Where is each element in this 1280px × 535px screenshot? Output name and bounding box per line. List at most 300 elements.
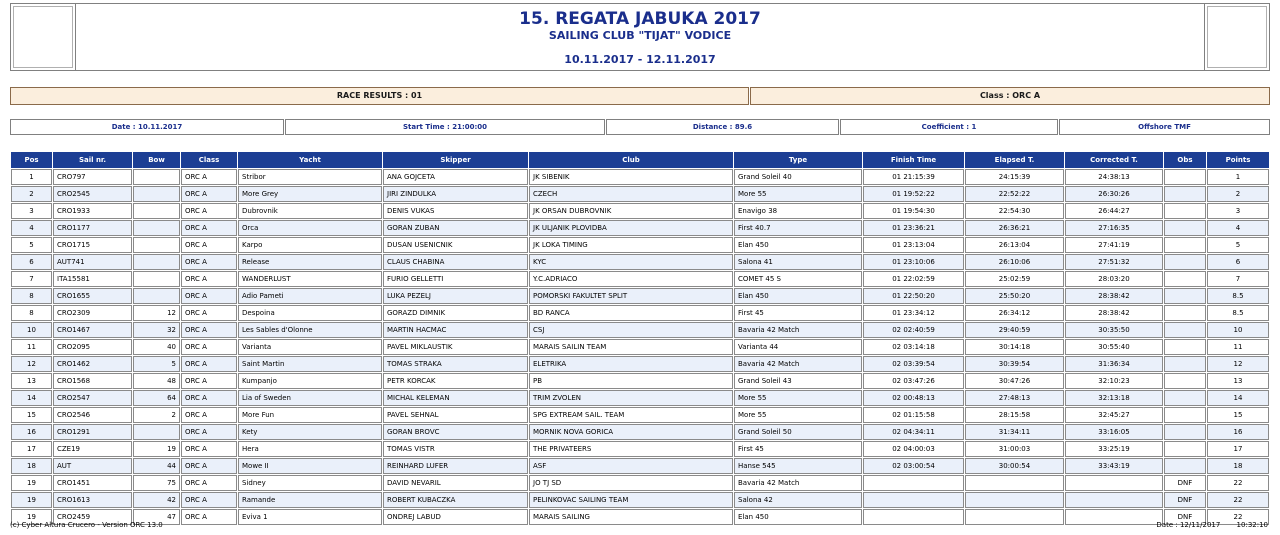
results-body [11, 169, 1269, 525]
cell-obs [1164, 288, 1206, 304]
cell-sail-nr: CRO2309 [53, 305, 132, 321]
cell-points: 8.5 [1207, 305, 1269, 321]
cell-yacht: Eviva 1 [238, 509, 382, 525]
cell-corrected-time: 27:51:32 [1065, 254, 1163, 270]
cell-class: ORC A [181, 407, 237, 423]
header-right-logo-box [1204, 4, 1269, 70]
cell-pos: 4 [11, 220, 52, 236]
cell-obs [1164, 237, 1206, 253]
cell-class: ORC A [181, 509, 237, 525]
table-row [11, 492, 1269, 508]
cell-elapsed-time: 30:00:54 [965, 458, 1064, 474]
cell-yacht: Kety [238, 424, 382, 440]
cell-skipper: ONDREJ LABUD [383, 509, 528, 525]
coefficient: Coefficient : 1 [840, 119, 1058, 135]
cell-obs: DNF [1164, 492, 1206, 508]
cell-points: 12 [1207, 356, 1269, 372]
cell-sail-nr: CRO1467 [53, 322, 132, 338]
cell-pos: 18 [11, 458, 52, 474]
cell-yacht: WANDERLUST [238, 271, 382, 287]
distance: Distance : 89.6 [606, 119, 839, 135]
cell-sail-nr: CRO2095 [53, 339, 132, 355]
cell-pos: 10 [11, 322, 52, 338]
cell-yacht: Mowe II [238, 458, 382, 474]
cell-points: 10 [1207, 322, 1269, 338]
cell-type: Bavaria 42 Match [734, 356, 862, 372]
cell-skipper: GORAN ZUBAN [383, 220, 528, 236]
cell-sail-nr: CRO797 [53, 169, 132, 185]
cell-pos: 3 [11, 203, 52, 219]
cell-finish-time: 01 23:13:04 [863, 237, 964, 253]
cell-points: 11 [1207, 339, 1269, 355]
cell-skipper: TOMAS VISTR [383, 441, 528, 457]
table-row [11, 220, 1269, 236]
cell-finish-time: 01 22:02:59 [863, 271, 964, 287]
cell-obs [1164, 339, 1206, 355]
cell-type: More 55 [734, 390, 862, 406]
cell-elapsed-time: 22:52:22 [965, 186, 1064, 202]
cell-elapsed-time: 30:47:26 [965, 373, 1064, 389]
cell-points: 1 [1207, 169, 1269, 185]
cell-bow: 44 [133, 458, 180, 474]
cell-type: Enavigo 38 [734, 203, 862, 219]
cell-corrected-time: 28:03:20 [1065, 271, 1163, 287]
cell-obs [1164, 271, 1206, 287]
cell-yacht: Kumpanjo [238, 373, 382, 389]
cell-class: ORC A [181, 288, 237, 304]
header-center [75, 4, 1205, 70]
cell-sail-nr: CRO1568 [53, 373, 132, 389]
column-header-yacht: Yacht [238, 152, 382, 168]
table-row [11, 424, 1269, 440]
cell-type: First 45 [734, 441, 862, 457]
print-date: Date : 12/11/2017 [1156, 521, 1221, 529]
cell-type: Elan 450 [734, 509, 862, 525]
cell-bow: 64 [133, 390, 180, 406]
cell-sail-nr: AUT741 [53, 254, 132, 270]
cell-points: 14 [1207, 390, 1269, 406]
cell-class: ORC A [181, 186, 237, 202]
cell-skipper: PETR KORCAK [383, 373, 528, 389]
cell-yacht: More Grey [238, 186, 382, 202]
cell-pos: 6 [11, 254, 52, 270]
cell-club: POMORSKI FAKULTET SPLIT [529, 288, 733, 304]
cell-elapsed-time: 29:40:59 [965, 322, 1064, 338]
cell-sail-nr: ITA15581 [53, 271, 132, 287]
cell-finish-time: 01 23:10:06 [863, 254, 964, 270]
cell-yacht: Karpo [238, 237, 382, 253]
cell-bow [133, 186, 180, 202]
cell-bow [133, 169, 180, 185]
cell-club: JK LOKA TIMING [529, 237, 733, 253]
cell-bow [133, 271, 180, 287]
cell-points: 7 [1207, 271, 1269, 287]
cell-class: ORC A [181, 458, 237, 474]
software-credit: (c) Cyber Altura Crucero - Version ORC 13.0 [10, 521, 163, 529]
cell-sail-nr: CRO1177 [53, 220, 132, 236]
cell-points: 18 [1207, 458, 1269, 474]
cell-points: 4 [1207, 220, 1269, 236]
cell-class: ORC A [181, 203, 237, 219]
table-row [11, 458, 1269, 474]
table-row [11, 441, 1269, 457]
cell-skipper: DENIS VUKAS [383, 203, 528, 219]
cell-type: First 45 [734, 305, 862, 321]
cell-club: KYC [529, 254, 733, 270]
cell-bow: 32 [133, 322, 180, 338]
cell-type: COMET 45 S [734, 271, 862, 287]
cell-finish-time: 02 03:39:54 [863, 356, 964, 372]
cell-skipper: PAVEL SEHNAL [383, 407, 528, 423]
cell-elapsed-time: 26:10:06 [965, 254, 1064, 270]
cell-type: Grand Soleil 50 [734, 424, 862, 440]
cell-pos: 13 [11, 373, 52, 389]
cell-finish-time: 01 19:54:30 [863, 203, 964, 219]
cell-sail-nr: CRO1655 [53, 288, 132, 304]
race-date: Date : 10.11.2017 [10, 119, 284, 135]
cell-yacht: Ramande [238, 492, 382, 508]
cell-pos: 19 [11, 492, 52, 508]
cell-pos: 5 [11, 237, 52, 253]
cell-type: More 55 [734, 407, 862, 423]
cell-class: ORC A [181, 424, 237, 440]
cell-skipper: MARTIN HACMAC [383, 322, 528, 338]
cell-club: CZECH [529, 186, 733, 202]
cell-bow [133, 220, 180, 236]
regatta-dates: 10.11.2017 - 12.11.2017 [564, 53, 716, 66]
cell-type: Grand Soleil 40 [734, 169, 862, 185]
cell-bow: 75 [133, 475, 180, 491]
cell-bow [133, 424, 180, 440]
cell-obs [1164, 203, 1206, 219]
cell-corrected-time: 30:35:50 [1065, 322, 1163, 338]
cell-sail-nr: CRO2546 [53, 407, 132, 423]
table-row [11, 373, 1269, 389]
cell-obs [1164, 322, 1206, 338]
cell-finish-time [863, 475, 964, 491]
cell-pos: 11 [11, 339, 52, 355]
cell-obs [1164, 441, 1206, 457]
cell-pos: 2 [11, 186, 52, 202]
cell-points: 6 [1207, 254, 1269, 270]
print-time: 10:32:10 [1236, 521, 1268, 529]
report-header [10, 3, 1270, 71]
cell-class: ORC A [181, 271, 237, 287]
cell-sail-nr: AUT [53, 458, 132, 474]
cell-sail-nr: CRO1715 [53, 237, 132, 253]
column-header-obs: Obs [1164, 152, 1206, 168]
cell-pos: 7 [11, 271, 52, 287]
cell-corrected-time [1065, 475, 1163, 491]
cell-yacht: Adio Pameti [238, 288, 382, 304]
cell-elapsed-time: 24:15:39 [965, 169, 1064, 185]
cell-points: 5 [1207, 237, 1269, 253]
cell-class: ORC A [181, 339, 237, 355]
cell-skipper: REINHARD LUFER [383, 458, 528, 474]
table-row [11, 356, 1269, 372]
cell-obs [1164, 424, 1206, 440]
column-header-skipper: Skipper [383, 152, 528, 168]
table-row [11, 169, 1269, 185]
cell-class: ORC A [181, 441, 237, 457]
cell-finish-time: 02 03:14:18 [863, 339, 964, 355]
cell-sail-nr: CRO1933 [53, 203, 132, 219]
table-row [11, 237, 1269, 253]
race-info-bar [10, 119, 1270, 135]
cell-class: ORC A [181, 237, 237, 253]
cell-corrected-time: 32:13:18 [1065, 390, 1163, 406]
cell-skipper: ROBERT KUBACZKA [383, 492, 528, 508]
cell-obs [1164, 254, 1206, 270]
cell-finish-time: 02 04:34:11 [863, 424, 964, 440]
cell-finish-time: 01 23:36:21 [863, 220, 964, 236]
cell-corrected-time: 26:44:27 [1065, 203, 1163, 219]
cell-club: MARAIS SAILING [529, 509, 733, 525]
cell-club: JK ORSAN DUBROVNIK [529, 203, 733, 219]
print-timestamp [1142, 521, 1268, 529]
cell-club: JO TJ SD [529, 475, 733, 491]
cell-class: ORC A [181, 475, 237, 491]
column-header-bow: Bow [133, 152, 180, 168]
cell-pos: 8 [11, 305, 52, 321]
cell-skipper: DUSAN USENICNIK [383, 237, 528, 253]
cell-finish-time: 01 19:52:22 [863, 186, 964, 202]
cell-bow [133, 237, 180, 253]
class-label: Class : ORC A [750, 87, 1270, 105]
cell-club: PELINKOVAC SAILING TEAM [529, 492, 733, 508]
cell-class: ORC A [181, 492, 237, 508]
cell-pos: 19 [11, 475, 52, 491]
table-row [11, 407, 1269, 423]
cell-finish-time: 01 21:15:39 [863, 169, 964, 185]
cell-pos: 12 [11, 356, 52, 372]
cell-corrected-time: 27:16:35 [1065, 220, 1163, 236]
cell-pos: 14 [11, 390, 52, 406]
cell-club: ASF [529, 458, 733, 474]
table-row [11, 254, 1269, 270]
table-row [11, 475, 1269, 491]
cell-club: JK ULJANIK PLOVIDBA [529, 220, 733, 236]
cell-sail-nr: CRO2547 [53, 390, 132, 406]
cell-obs [1164, 356, 1206, 372]
cell-finish-time: 02 02:40:59 [863, 322, 964, 338]
column-header-pos: Pos [11, 152, 52, 168]
table-row [11, 509, 1269, 525]
cell-yacht: Stribor [238, 169, 382, 185]
cell-sail-nr: CRO1462 [53, 356, 132, 372]
cell-pos: 1 [11, 169, 52, 185]
cell-obs [1164, 407, 1206, 423]
cell-class: ORC A [181, 390, 237, 406]
race-results-label: RACE RESULTS : 01 [10, 87, 749, 105]
table-row [11, 339, 1269, 355]
cell-type: More 55 [734, 186, 862, 202]
cell-skipper: GORAN BROVC [383, 424, 528, 440]
cell-corrected-time: 27:41:19 [1065, 237, 1163, 253]
cell-type: Salona 41 [734, 254, 862, 270]
cell-type: Bavaria 42 Match [734, 475, 862, 491]
cell-points: 15 [1207, 407, 1269, 423]
cell-finish-time: 02 04:00:03 [863, 441, 964, 457]
cell-pos: 19 [11, 509, 52, 525]
cell-finish-time: 02 03:47:26 [863, 373, 964, 389]
cell-points: 22 [1207, 475, 1269, 491]
cell-skipper: TOMAS STRAKA [383, 356, 528, 372]
table-row [11, 390, 1269, 406]
regatta-title: 15. REGATA JABUKA 2017 [519, 9, 761, 29]
cell-yacht: Les Sables d'Olonne [238, 322, 382, 338]
cell-obs [1164, 305, 1206, 321]
cell-yacht: Varianta [238, 339, 382, 355]
cell-finish-time [863, 509, 964, 525]
cell-elapsed-time: 26:13:04 [965, 237, 1064, 253]
cell-elapsed-time: 30:39:54 [965, 356, 1064, 372]
cell-yacht: Saint Martin [238, 356, 382, 372]
cell-club: JK SIBENIK [529, 169, 733, 185]
cell-type: Salona 42 [734, 492, 862, 508]
table-row [11, 305, 1269, 321]
cell-corrected-time: 31:36:34 [1065, 356, 1163, 372]
table-row [11, 271, 1269, 287]
cell-bow [133, 288, 180, 304]
cell-points: 16 [1207, 424, 1269, 440]
column-header-type: Type [734, 152, 862, 168]
column-header-finish-time: Finish Time [863, 152, 964, 168]
cell-pos: 8 [11, 288, 52, 304]
cell-skipper: MICHAL KELEMAN [383, 390, 528, 406]
cell-obs: DNF [1164, 475, 1206, 491]
cell-type: Elan 450 [734, 237, 862, 253]
cell-club: MARAIS SAILIN TEAM [529, 339, 733, 355]
cell-points: 3 [1207, 203, 1269, 219]
cell-class: ORC A [181, 220, 237, 236]
cell-obs: DNF [1164, 509, 1206, 525]
cell-skipper: CLAUS CHABINA [383, 254, 528, 270]
cell-class: ORC A [181, 373, 237, 389]
club-subtitle: SAILING CLUB "TIJAT" VODICE [548, 29, 732, 42]
cell-club: SPG EXTREAM SAIL. TEAM [529, 407, 733, 423]
cell-elapsed-time [965, 475, 1064, 491]
cell-club: ELETRIKA [529, 356, 733, 372]
table-row [11, 322, 1269, 338]
cell-sail-nr: CRO2545 [53, 186, 132, 202]
cell-elapsed-time: 25:02:59 [965, 271, 1064, 287]
cell-bow: 40 [133, 339, 180, 355]
cell-type: Hanse 545 [734, 458, 862, 474]
cell-sail-nr: CRO2459 [53, 509, 132, 525]
cell-bow: 47 [133, 509, 180, 525]
cell-type: Varianta 44 [734, 339, 862, 355]
cell-bow: 12 [133, 305, 180, 321]
cell-points: 13 [1207, 373, 1269, 389]
cell-elapsed-time: 31:34:11 [965, 424, 1064, 440]
cell-type: Bavaria 42 Match [734, 322, 862, 338]
cell-obs [1164, 186, 1206, 202]
cell-elapsed-time: 31:00:03 [965, 441, 1064, 457]
cell-points: 22 [1207, 492, 1269, 508]
cell-finish-time: 02 00:48:13 [863, 390, 964, 406]
cell-club: THE PRIVATEERS [529, 441, 733, 457]
header-left-logo-box [11, 4, 76, 70]
table-row [11, 288, 1269, 304]
cell-bow: 2 [133, 407, 180, 423]
cell-skipper: DAVID NEVARIL [383, 475, 528, 491]
cell-yacht: Despoina [238, 305, 382, 321]
cell-skipper: ANA GOJCETA [383, 169, 528, 185]
cell-elapsed-time [965, 509, 1064, 525]
cell-finish-time: 01 23:34:12 [863, 305, 964, 321]
cell-bow: 48 [133, 373, 180, 389]
start-time: Start Time : 21:00:00 [285, 119, 605, 135]
cell-yacht: Dubrovnik [238, 203, 382, 219]
cell-class: ORC A [181, 356, 237, 372]
cell-skipper: JIRI ZINDULKA [383, 186, 528, 202]
cell-sail-nr: CRO1451 [53, 475, 132, 491]
cell-obs [1164, 373, 1206, 389]
cell-yacht: Orca [238, 220, 382, 236]
race-bar [10, 87, 1270, 105]
cell-elapsed-time: 30:14:18 [965, 339, 1064, 355]
cell-obs [1164, 220, 1206, 236]
cell-obs [1164, 169, 1206, 185]
cell-yacht: Sidney [238, 475, 382, 491]
cell-finish-time: 02 03:00:54 [863, 458, 964, 474]
cell-finish-time: 01 22:50:20 [863, 288, 964, 304]
cell-skipper: PAVEL MIKLAUSTIK [383, 339, 528, 355]
cell-elapsed-time: 26:36:21 [965, 220, 1064, 236]
cell-elapsed-time: 25:50:20 [965, 288, 1064, 304]
cell-corrected-time: 32:10:23 [1065, 373, 1163, 389]
cell-corrected-time: 33:25:19 [1065, 441, 1163, 457]
cell-skipper: FURIO GELLETTI [383, 271, 528, 287]
cell-sail-nr: CRO1291 [53, 424, 132, 440]
cell-corrected-time: 33:16:05 [1065, 424, 1163, 440]
cell-type: Grand Soleil 43 [734, 373, 862, 389]
cell-elapsed-time: 26:34:12 [965, 305, 1064, 321]
cell-bow [133, 254, 180, 270]
cell-club: PB [529, 373, 733, 389]
cell-pos: 16 [11, 424, 52, 440]
cell-pos: 17 [11, 441, 52, 457]
cell-yacht: Lia of Sweden [238, 390, 382, 406]
cell-bow: 19 [133, 441, 180, 457]
table-row [11, 186, 1269, 202]
race-type: Offshore TMF [1059, 119, 1270, 135]
results-table [10, 151, 1270, 526]
cell-bow: 5 [133, 356, 180, 372]
cell-corrected-time: 32:45:27 [1065, 407, 1163, 423]
cell-corrected-time [1065, 492, 1163, 508]
cell-finish-time [863, 492, 964, 508]
cell-type: Elan 450 [734, 288, 862, 304]
cell-skipper: LUKA PEZELJ [383, 288, 528, 304]
column-header-corrected-time: Corrected T. [1065, 152, 1163, 168]
cell-class: ORC A [181, 322, 237, 338]
cell-yacht: More Fun [238, 407, 382, 423]
column-header-class: Class [181, 152, 237, 168]
cell-corrected-time: 26:30:26 [1065, 186, 1163, 202]
cell-skipper: GORAZD DIMNIK [383, 305, 528, 321]
cell-club: Y.C.ADRIACO [529, 271, 733, 287]
cell-corrected-time: 33:43:19 [1065, 458, 1163, 474]
cell-pos: 15 [11, 407, 52, 423]
column-header-club: Club [529, 152, 733, 168]
column-header-elapsed-time: Elapsed T. [965, 152, 1064, 168]
cell-corrected-time: 28:38:42 [1065, 305, 1163, 321]
cell-points: 8.5 [1207, 288, 1269, 304]
cell-elapsed-time: 28:15:58 [965, 407, 1064, 423]
cell-obs [1164, 390, 1206, 406]
